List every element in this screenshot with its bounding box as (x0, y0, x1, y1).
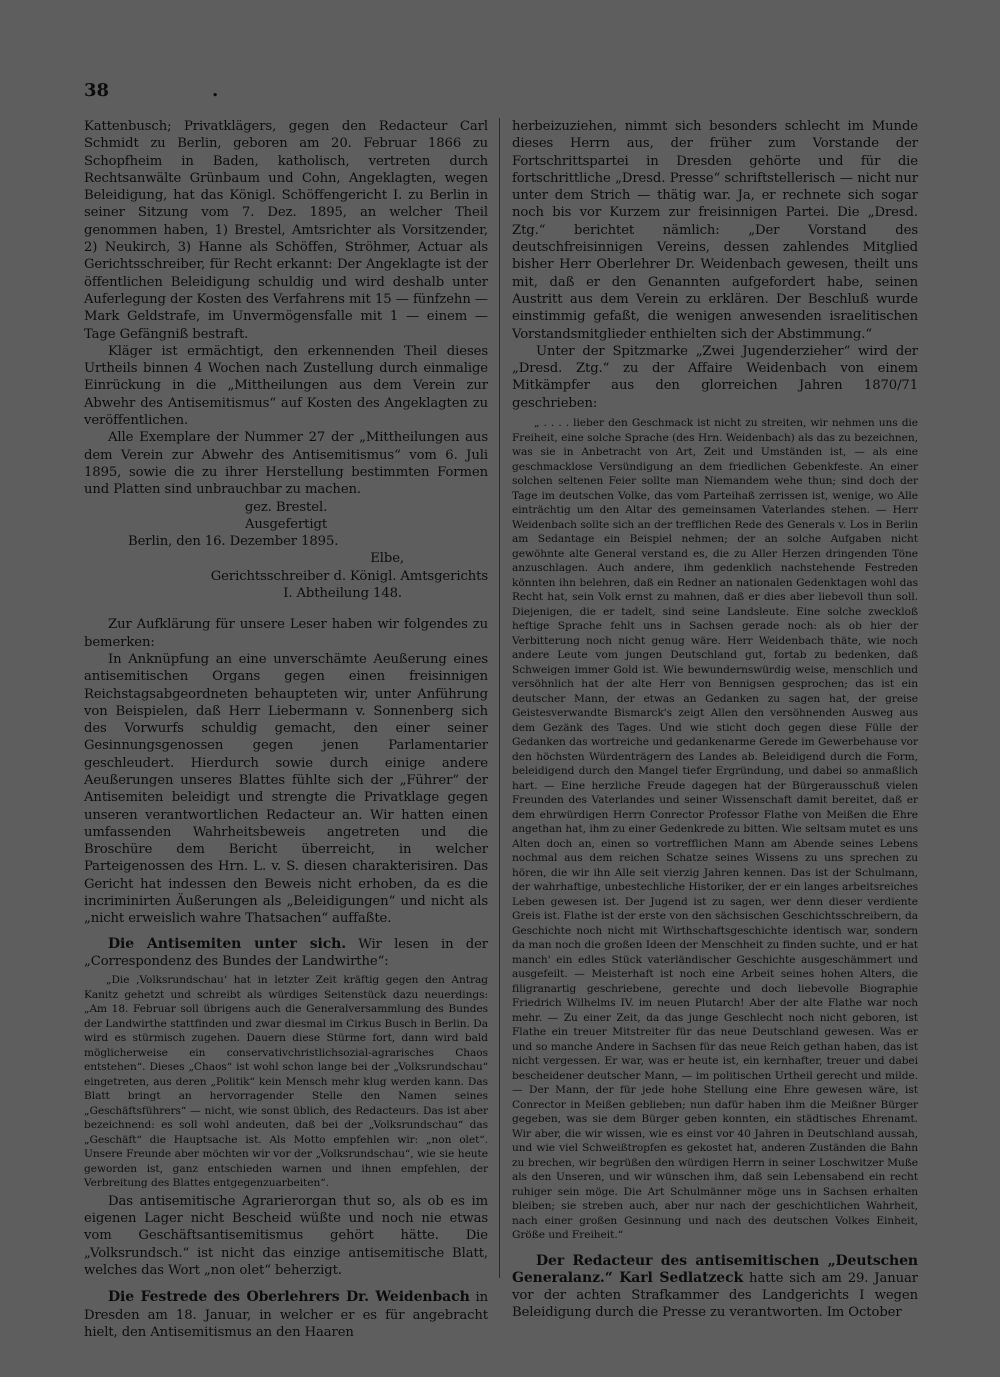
continuation-paragraph: herbeizuziehen, nimmt sich besonders schlecht im Munde dieses Herrn aus, der früher zum Vorstande der Fortschrittspartei in Dresden gehörte und für die fortschrittliche „Dresd. Presse“ schriftstellerisch — nicht nur unter dem Strich — thätig war. Ja, er rechnete sich sogar noch bis vor Kurzem zur freisinnigen Partei. Die „Dresd. Ztg.“ berichtet nämlich: „Der Vorstand des deutschfreisinnigen Vereins, dessen zahlendes Mitglied bisher Herr Oberlehrer Dr. Weidenbach gewesen, theilt uns mit, daß er den Genannten aufgefordert habe, seinen Austritt aus dem Verein zu erklären. Der Beschluß wurde einstimmig gefaßt, die wenigen anwesenden israelitischen Vorstandsmitglieder enthielten sich der Abstimmung.“ (512, 119, 918, 342)
festrede-paragraph (84, 1289, 488, 1341)
jugenderzieher-quote: „ . . . . lieber den Geschmack ist nicht zu streiten, wir nehmen uns die Freiheit, eine solche Sprache (des Hrn. Weidenbach) als das zu bezeichnen, was sie in Anbetracht von Art, Zeit und Umständen ist, — als eine geschmacklose Versündigung an dem friedlichen Gebenkfeste. An einer solchen seltenen Feier sollte man Niemandem wehe thun; sind doch der Tage im deutschen Volke, das vom Parteihaß zerrissen ist, wenige, wo Alle einträchtig um den Altar des gemeinsamen Vaterlandes stehen. — Herr Weidenbach sollte sich an der trefflichen Rede des Generals v. Los in Berlin am Sedantage ein Beispiel nehmen; der an solche Aufgaben nicht gewöhnte alte General verstand es, die zu Aller Herzen dringenden Töne anzuschlagen. Auch andere, ihm gedenklich nachstehende Festreden könnten ihn belehren, daß ein Redner an nationalen Gedenktagen wohl das Recht hat, sein Volk ernst zu mahnen, daß er dies aber liebevoll thun soll. Diejenigen, die er tadelt, sind seine Landsleute. Eine solche zweckloß heftige Sprache fehlt uns in Sachsen gerade noch: als ob hier der Verbitterung noch nicht genug wäre. Herr Weidenbach thäte, wie noch andere Leute vom jungen Deutschland gut, fortab zu bedenken, daß Schweigen immer Gold ist. Wie bewundernswürdig weise, menschlich und versöhnlich hat der alte Herr von Bennigsen gesprochen; das ist ein deutscher Mann, der etwas an Gedanken zu sagen hat, der greise Geistesverwandte Bismarck's zeigt Allen den versöhnenden Ausweg aus dem Gezänk des Tages. Und wie sticht doch gegen diese Fülle der Gedanken das wortreiche und gedankenarme Gerede im Gewerbehause vor den höchsten Würdenträgern des Landes ab. Beleidigend durch die Form, beleidigend durch den Mangel tiefer Ergründung, und dabei so anmaßlich hart. — Eine herzliche Freude dagegen hat der Bürgerausschuß vielen Freunden des Vaterlandes und seiner Wissenschaft damit bereitet, daß er dem ehrwürdigen Herrn Conrector Professor Flathe von Meißen die Ehre angethan hat, ihm zu einer Gedenkrede zu bitten. Wie seltsam mutet es uns Alten doch an, einen so vortrefflichen Mann am Abende seines Lebens nochmal aus dem reichen Schatze seines Wissens zu uns sprechen zu hören, die wir ihn Alle seit vierzig Jahren kennen. Das ist der Schulmann, der wahrhaftige, unbestechliche Historiker, der er ein langes arbeitsreiches Leben gewesen ist. Der Jugend ist zu sagen, wer denn dieser verdiente Greis ist. Flathe ist der erste von den sächsischen Geschichtsschreibern, da Geschichte noch nicht mit Wirthschaftsgeschichte identisch war, sondern da man noch die großen Ideen der Menschheit zu finden suchte, und er hat manch' ein edles Stück vaterländischer Geschichte ausgeschämmert und ausgefeilt. — Meisterhaft ist noch eine Arbeit seines hohen Alters, die filigranartig geschriebene, gerechte und doch liebevolle Biographie Friedrich Wilhelms IV. im neuen Plutarch! Aber der alte Flathe war noch mehr. — Zu einer Zeit, da das junge Geschlecht noch nicht geboren, ist Flathe ein treuer Mitstreiter für das neue Deutschland gewesen. Was er und so manche Andere in Sachsen für das neue Reich gethan haben, das ist nicht vergessen. Er war, was er heute ist, ein kernhafter, treuer und dabei bescheidener deutscher Mann, — im politischen Urtheil gerecht und milde. — Der Mann, der für jede hohe Stellung eine Ehre gewesen wäre, ist Conrector in Meißen geblieben; nun dafür haben ihm die Meißner Bürger gegeben, was sie dem Bürger geben konnten, ein städtisches Ehrenamt. Wir aber, die wir wissen, wie es einst vor 40 Jahren in Deutschland aussah, und wie viel Schweißtropfen es gekostet hat, anderen Zuständen die Bahn zu brechen, wir begrüßen den würdigen Herrn in seiner Loschwitzer Muße als den Unseren, und wir wünschen ihm, daß sein Lebensabend ein recht ruhiger sein möge. Die Art Schulmänner möge uns in Sachsen erhalten bleiben; sie streben auch, aber nur nach der geschichtlichen Wahrheit, nach einer großen Gesinnung und nach des deutschen Volkes Einheit, Größe und Freiheit.“ (512, 417, 918, 1242)
place-date-line: Berlin, den 16. Dezember 1895. (128, 534, 339, 550)
judgment-paragraph: Kattenbusch; Privatklägers, gegen den Redacteur Carl Schmidt zu Berlin, geboren am 20. Februar 1866 zu Schopfheim in Baden, katholisch, vertreten durch Rechtsanwälte Grünbaum und Cohn, Angeklagten, wegen Beleidigung, hat das Königl. Schöffengericht I. zu Berlin in seiner Sitzung vom 7. Dez. 1895, an welcher Theil genommen haben, 1) Brestel, Amtsrichter als Vorsitzender, 2) Neukirch, 3) Hanne als Schöffen, Ströhmer, Actuar als Gerichtsschreiber, für Recht erkannt: Der Angeklagte ist der öffentlichen Beleidigung schuldig und wird deshalb unter Auferlegung der Kosten des Verfahrens mit 15 — fünfzehn — Mark Geldstrafe, im Unvermögensfalle mit 1 — einem — Tage Gefängniß bestraft. (84, 119, 488, 342)
spacer (84, 602, 488, 616)
left-column (84, 118, 488, 1341)
signed-line: gez. Brestel. (244, 499, 328, 515)
court-division: I. Abtheilung 148. (283, 586, 402, 602)
jugenderzieher-paragraph: Unter der Spitzmarke „Zwei Jugenderzieher“ wird der „Dresd. Ztg.“ zu der Affaire Weidenbach von einem Mitkämpfer aus den glorreichen Jahren 1870/71 geschrieben: (512, 343, 918, 411)
sedlatzeck-text: hatte sich am 29. Januar vor der achten Strafkammer des Landgerichts I wegen Beleidigung durch die Presse zu verantworten. Im October (512, 1270, 918, 1321)
section-heading-antisemiten: Die Antisemiten unter sich. (108, 935, 347, 952)
exemplars-paragraph: Alle Exemplare der Nummer 27 der „Mittheilungen aus dem Verein zur Abwehr des Antisemitismus“ vom 6. Juli 1895, sowie die zu ihrer Herstellung bestimmten Formen und Platten sind unbrauchbar zu machen. (84, 430, 488, 498)
clerk-title: Gerichtsschreiber d. Königl. Amtsgerichts (210, 568, 488, 584)
sedlatzeck-paragraph (512, 1253, 918, 1322)
spacer (84, 928, 488, 936)
publication-paragraph: Kläger ist ermächtigt, den erkennenden Theil dieses Urtheils binnen 4 Wochen nach Zustellung durch einmalige Einrückung in die „Mittheilungen aus dem Verein zur Abwehr des Antisemitismus“ auf Kosten des Angeklagten zu veröffentlichen. (84, 343, 488, 429)
right-column (512, 118, 918, 1322)
page-mark: . (212, 80, 219, 101)
antisemiten-intro: Wir lesen in der „Correspondenz des Bundes der Landwirthe“: (84, 936, 489, 969)
antisemiten-paragraph (84, 936, 488, 971)
issued-line: Ausgefertigt (244, 516, 328, 532)
agrarian-note: Das antisemitische Agrarierorgan thut so, als ob es im eigenen Lager nicht Bescheid wüßte und noch nie etwas vom Geschäftsantisemitismus gehört hätte. Die „Volksrundsch.“ ist nicht das einzige antisemitische Blatt, welches das Wort „non olet“ beherzigt. (84, 1193, 488, 1278)
volksrundschau-quote: „Die ‚Volksrundschau‘ hat in letzter Zeit kräftig gegen den Antrag Kanitz gehetzt und schreibt als würdiges Seitenstück dazu neuerdings: „Am 18. Februar soll übrigens auch die Generalversammlung des Bundes der Landwirthe stattfinden und zwar diesmal im Cirkus Busch in Berlin. Da wird es stürmisch zugehen. Dauern diese Stürme fort, dann wird bald möglicherweise ein conservativchristlichsozial-agrarisches Chaos entstehen“. Dieses „Chaos“ ist wohl schon lange bei der „Volksrundschau“ eingetreten, aus deren „Politik“ kein Mensch mehr klug werden kann. Das Blatt bringt an hervorragender Stelle den Namen seines „Geschäftsführers“ — nicht, wie sonst üblich, des Redacteurs. Das ist aber bezeichnend: es soll wohl andeuten, daß bei der „Volksrundschau“ das „Geschäft“ die Hauptsache ist. Als Motto empfehlen wir: „non olet“. Unsere Freunde aber möchten wir vor der „Volksrundschau“, wie sie heute geworden ist, ganz entschieden warnen und ihnen empfehlen, der Verbreitung des Blattes entgegenzuarbeiten“. (84, 974, 488, 1190)
column-divider (499, 118, 500, 1278)
section-heading-sedlatzeck: Der Redacteur des antisemitischen „Deutschen Generalanz.“ Karl Sedlatzeck (512, 1252, 918, 1286)
festrede-text: in Dresden am 18. Januar, in welcher er es für angebracht hielt, den Antisemitismus an den Haaren (84, 1290, 488, 1340)
section-heading-festrede: Die Festrede des Oberlehrers Dr. Weidenbach (108, 1289, 470, 1306)
clarification-paragraph: In Anknüpfung an eine unverschämte Aeußerung eines antisemitischen Organs gegen einen freisinnigen Reichstagsabgeordneten behaupteten wir, unter Anführung von Beispielen, daß Herr Liebermann v. Sonnenberg sich des Vorwurfs schuldig gemacht, den einer seiner Gesinnungsgenossen gegen jenen Parlamentarier geschleudert. Hierdurch sowie durch einige andere Aeußerungen unseres Blattes fühlte sich der „Führer“ der Antisemiten beleidigt und strengte die Privatklage gegen unseren verantwortlichen Redacteur an. Wir hatten einen umfassenden Wahrheitsbeweis angetreten und die Broschüre dem Bericht überreicht, in welcher Parteigenossen des Hrn. L. v. S. diesen charakterisiren. Das Gericht hat indessen den Beweis nicht erhoben, da es die incriminirten Äußerungen als „Beleidigungen“ und nicht als „nicht erweislich wahre Thatsachen“ auffaßte. (84, 651, 488, 927)
clarification-intro: Zur Aufklärung für unsere Leser haben wir folgendes zu bemerken: (84, 617, 488, 650)
clerk-name: Elbe, (370, 551, 404, 567)
spacer (84, 1279, 488, 1289)
page-number: 38 (84, 80, 110, 101)
spacer (512, 1243, 918, 1253)
